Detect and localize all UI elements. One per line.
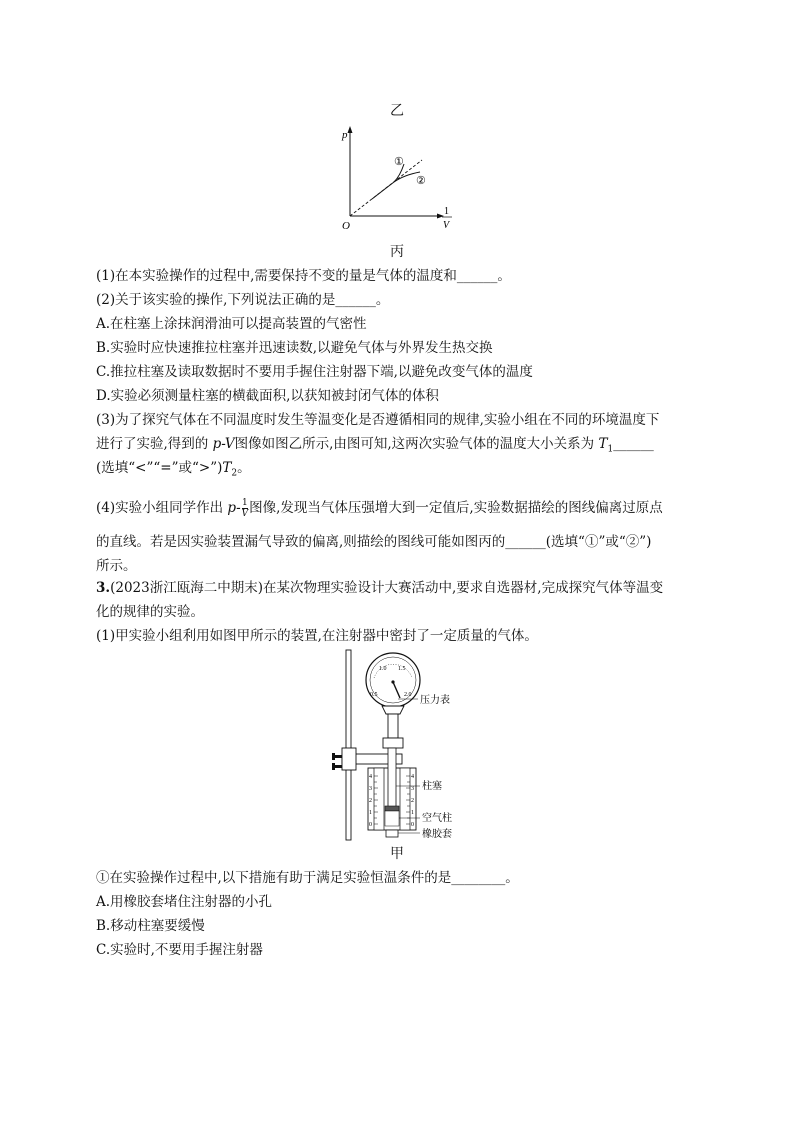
svg-text:1: 1 — [411, 810, 414, 816]
q2-part3-line1: (3)为了探究气体在不同温度时发生等温变化是否遵循相同的规律,实验小组在不同的环境温度下 — [96, 412, 660, 428]
plunger-rod — [388, 748, 396, 810]
y-axis-label: p — [342, 129, 348, 141]
clamp-block — [342, 748, 356, 770]
svg-text:0: 0 — [369, 822, 372, 828]
syringe-right-tube — [400, 768, 410, 830]
svg-text:2: 2 — [411, 798, 414, 804]
plunger-head — [385, 806, 399, 811]
figure-bing-caption: 丙 — [390, 244, 404, 260]
svg-text:4: 4 — [411, 774, 414, 780]
svg-text:1: 1 — [369, 810, 372, 816]
air-column — [385, 811, 399, 826]
gauge-tick-1.0: 1.0 — [379, 666, 387, 672]
gauge-tick-1.5: 1.5 — [398, 666, 406, 672]
q3-stem-line1: 3.(2023浙江瓯海二中期末)在某次物理实验设计大赛活动中,要求自选器材,完成探究气体等温变 — [96, 580, 664, 596]
x-axis-arrow — [437, 214, 444, 219]
q3-part1-item1: ①在实验操作过程中,以下措施有助于满足实验恒温条件的是________。 — [96, 870, 519, 886]
figure-yi-caption: 乙 — [390, 103, 404, 119]
gauge-tick-0.5: 0.5 — [370, 692, 378, 698]
p-symbol: p- — [227, 500, 241, 516]
syringe-left-tube — [374, 768, 384, 830]
q3-part1-option-b: B.移动柱塞要缓慢 — [96, 918, 205, 934]
svg-text:0: 0 — [411, 822, 414, 828]
clamp-screw-top — [334, 755, 342, 758]
gauge-tick-2.0: 2.0 — [404, 692, 412, 698]
q2-part3-blank: ______ — [613, 436, 654, 452]
gauge-pivot — [391, 680, 394, 683]
x-axis-label-num: 1 — [444, 206, 449, 217]
q2-part4-line3: 所示。 — [96, 558, 137, 574]
one-over-v-fraction: $\frac{1}{V}$ — [241, 498, 249, 519]
q3-number: 3. — [96, 580, 111, 596]
figure-jia-apparatus — [330, 648, 480, 843]
clamp-screw-bottom — [334, 765, 342, 768]
clamp-knob-top — [332, 753, 335, 760]
q3-stem-line2: 化的规律的实验。 — [96, 604, 204, 620]
gauge-base — [382, 706, 404, 714]
gauge-label: 压力表 — [420, 695, 450, 706]
plunger-label: 柱塞 — [422, 781, 442, 792]
rubber-cap-label: 橡胶套 — [422, 829, 452, 840]
q2-part2-option-a: A.在柱塞上涂抹润滑油可以提高装置的气密性 — [96, 316, 367, 332]
t1-symbol: T — [598, 436, 608, 452]
data-line — [372, 182, 394, 199]
q2-part3-line3: (选填“<”“=”或“$>”)T_2$。 — [96, 460, 251, 479]
figure-bing-graph — [330, 124, 470, 236]
svg-text:4: 4 — [369, 774, 372, 780]
q3-part1-option-c: C.实验时,不要用手握注射器 — [96, 942, 263, 958]
clamp-knob-bottom — [332, 763, 335, 770]
q2-part2: (2)关于该实验的操作,下列说法正确的是______。 — [96, 292, 390, 308]
t2-symbol: T — [222, 460, 232, 476]
x-axis-label-den: V — [443, 220, 450, 231]
q3-part1-option-a: A.用橡胶套堵住注射器的小孔 — [96, 894, 273, 910]
pv-symbol: p-V — [212, 436, 235, 452]
svg-text:3: 3 — [411, 786, 414, 792]
origin-label: O — [342, 220, 350, 232]
q2-part2-option-b: B.实验时应快速推拉柱塞并迅速读数,以避免气体与外界发生热交换 — [96, 340, 493, 356]
air-column-label: 空气柱 — [422, 813, 452, 824]
curve-1-label: ① — [394, 156, 404, 168]
q2-part2-option-d: D.实验必须测量柱塞的横截面积,以获知被封闭气体的体积 — [96, 388, 439, 404]
q2-part1: (1)在本实验操作的过程中,需要保持不变的量是气体的温度和______。 — [96, 268, 511, 284]
rubber-cap — [386, 830, 398, 837]
figure-jia-caption: 甲 — [390, 846, 404, 862]
q2-part4-line2: 的直线。若是因实验装置漏气导致的偏离,则描绘的图线可能如图丙的______(选填“①”或“②”) — [96, 534, 652, 550]
curve-2-label: ② — [416, 175, 426, 187]
q3-part1: (1)甲实验小组利用如图甲所示的装置,在注射器中密封了一定质量的气体。 — [96, 628, 538, 644]
svg-text:2: 2 — [369, 798, 372, 804]
q2-part2-option-c: C.推拉柱塞及读取数据时不要用手握住注射器下端,以避免改变气体的温度 — [96, 364, 533, 380]
connector-nut — [383, 738, 403, 748]
q2-part3-line2: 进行了实验,得到的 p-V图像如图乙所示,由图可知,这两次实验气体的温度大小关系为 $T_1\_\_\_\_\_\_$ — [96, 436, 654, 455]
svg-text:3: 3 — [369, 786, 372, 792]
gauge-stem — [388, 714, 398, 738]
stand-rod — [346, 650, 351, 840]
q2-part4-line1: (4)实验小组同学作出 p- $\frac{1}{V}$ 图像,发现当气体压强增大到一定值后,实验数据描绘的图线偏离过原点 — [96, 498, 663, 519]
y-axis-arrow — [348, 126, 353, 133]
